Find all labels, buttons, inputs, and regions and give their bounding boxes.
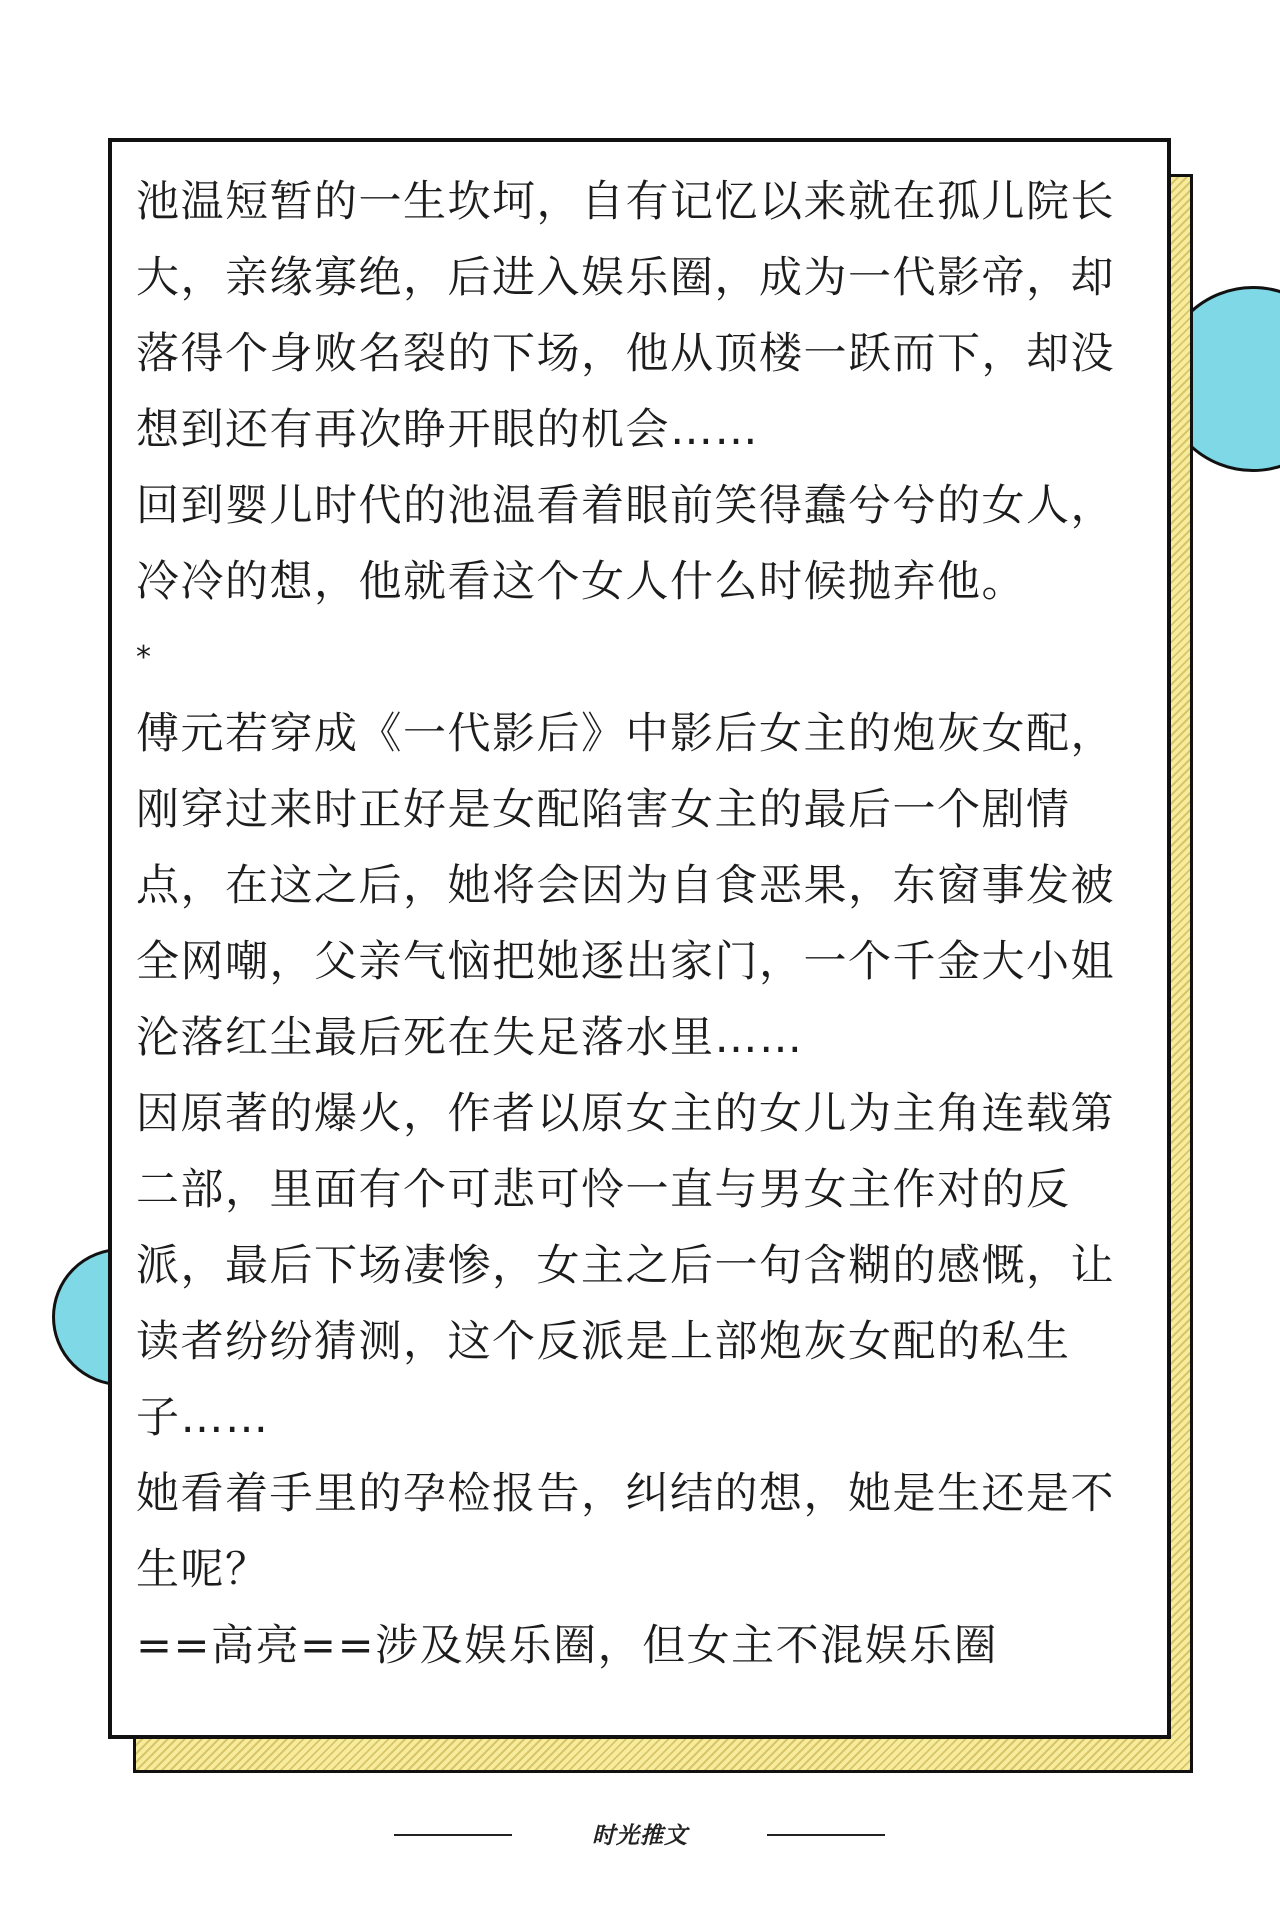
synopsis-card bbox=[108, 138, 1171, 1739]
footer-divider-right bbox=[767, 1834, 885, 1836]
synopsis-highlight-note: ==高亮==涉及娱乐圈，但女主不混娱乐圈 bbox=[136, 1621, 999, 1671]
synopsis-paragraph-5: 她看着手里的孕检报告，纠结的想，她是生还是不生呢？ bbox=[136, 1469, 1115, 1595]
synopsis-paragraph-3: 傅元若穿成《一代影后》中影后女主的炮灰女配，刚穿过来时正好是女配陷害女主的最后一个剧情点，在这之后，她将会因为自食恶果，东窗事发被全网嘲，父亲气恼把她逐出家门，一个千金大小姐沦落红尘最后死在失足落水里…… bbox=[136, 709, 1115, 1063]
synopsis-paragraph-4: 因原著的爆火，作者以原女主的女儿为主角连载第二部，里面有个可悲可怜一直与男女主作对的反派，最后下场凄惨，女主之后一句含糊的感慨，让读者纷纷猜测，这个反派是上部炮灰女配的私生子…… bbox=[136, 1089, 1115, 1443]
synopsis-paragraph-1: 池温短暂的一生坎坷，自有记忆以来就在孤儿院长大，亲缘寡绝，后进入娱乐圈，成为一代影帝，却落得个身败名裂的下场，他从顶楼一跃而下，却没想到还有再次睁开眼的机会…… bbox=[136, 177, 1115, 455]
section-separator-star: * bbox=[136, 640, 153, 675]
synopsis-paragraph-2: 回到婴儿时代的池温看着眼前笑得蠢兮兮的女人，冷冷的想，他就看这个女人什么时候抛弃他。 bbox=[136, 481, 1115, 607]
footer-brand-label: 时光推文 bbox=[592, 1823, 688, 1849]
footer-divider-left bbox=[394, 1834, 512, 1836]
footer bbox=[0, 1805, 1280, 1865]
